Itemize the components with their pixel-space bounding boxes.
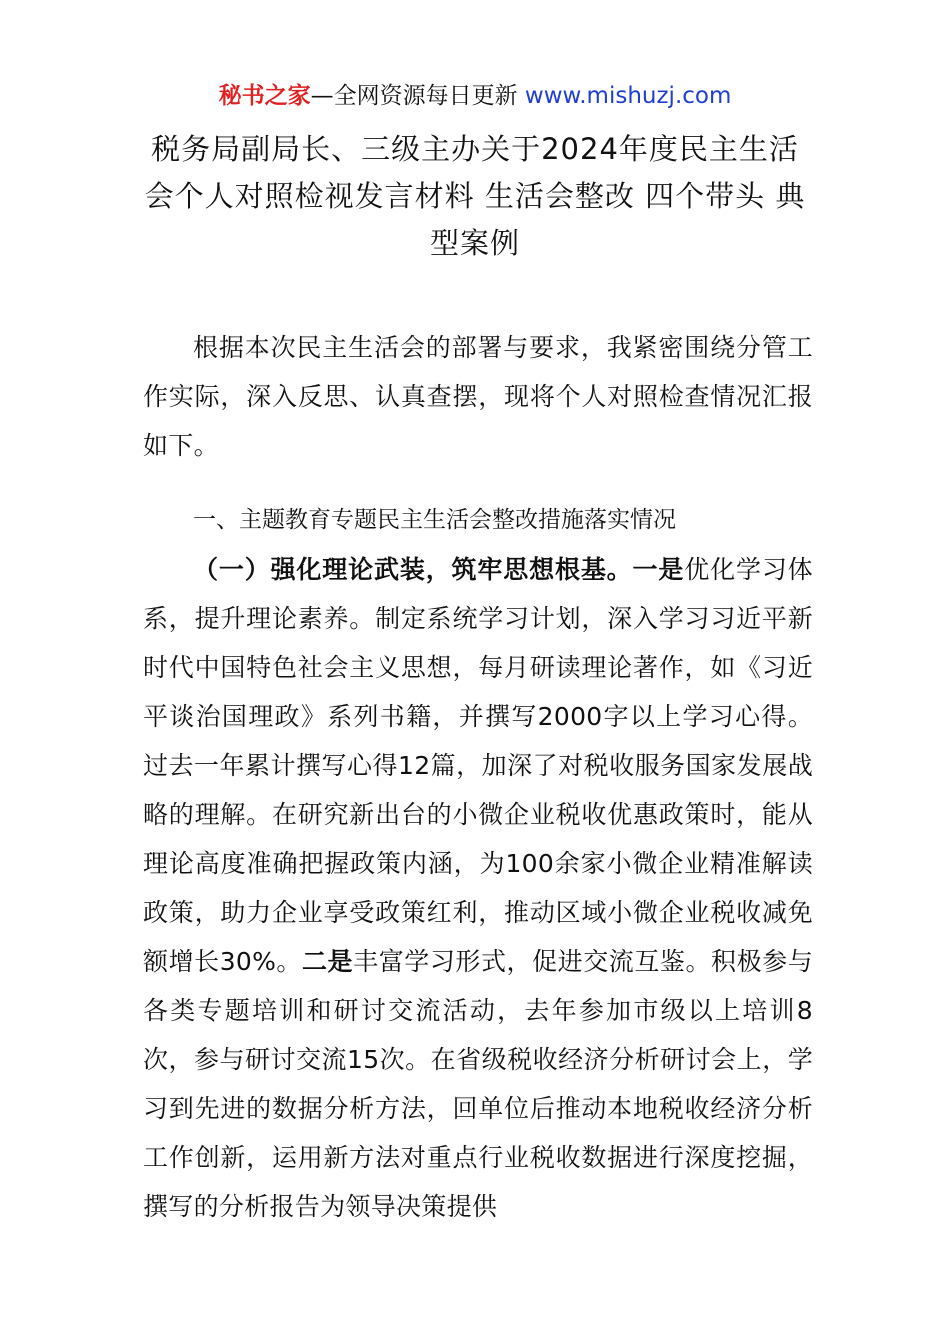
point-one-text: 优化学习体系，提升理论素养。制定系统学习计划，深入学习习近平新时代中国特色社会主义思想，每月研读理论著作，如《习近平谈治国理政》系列书籍，并撰写2000字以上学习心得。过去一年累计撰写心得12篇，加深了对税收服务国家发展战略的理解。在研究新出台的小微企业税收优惠政策时，能从理论高度准确把握政策内涵，为100余家小微企业精准解读政策，助力企业享受政策红利，推动区域小微企业税收减免额增长30%。 (143, 555, 813, 976)
point-marker-two: 二是 (301, 947, 354, 976)
brand-name: 秘书之家 (218, 83, 311, 109)
header-tagline: —全网资源每日更新 (310, 83, 525, 109)
document-title: 税务局副局长、三级主办关于2024年度民主生活会个人对照检视发言材料 生活会整改 四个带头 典型案例 (144, 132, 806, 260)
subsection-paragraph (143, 545, 813, 1231)
intro-paragraph: 根据本次民主生活会的部署与要求，我紧密围绕分管工作实际，深入反思、认真查摆，现将个人对照检查情况汇报如下。 (143, 333, 813, 460)
site-url-link[interactable]: www.mishuzj.com (524, 83, 732, 109)
subsection-heading: （一）强化理论武装，筑牢思想根基。 (193, 555, 633, 584)
section-heading: 一、主题教育专题民主生活会整改措施落实情况 (193, 507, 676, 533)
document-body (143, 323, 813, 1231)
point-marker-one: 一是 (632, 555, 685, 584)
point-two-text: 丰富学习形式，促进交流互鉴。积极参与各类专题培训和研讨交流活动，去年参加市级以上培训8次，参与研讨交流15次。在省级税收经济分析研讨会上，学习到先进的数据分析方法，回单位后推动本地税收经济分析工作创新，运用新方法对重点行业税收数据进行深度挖掘，撰写的分析报告为领导决策提供 (143, 947, 813, 1221)
site-header (0, 80, 950, 112)
